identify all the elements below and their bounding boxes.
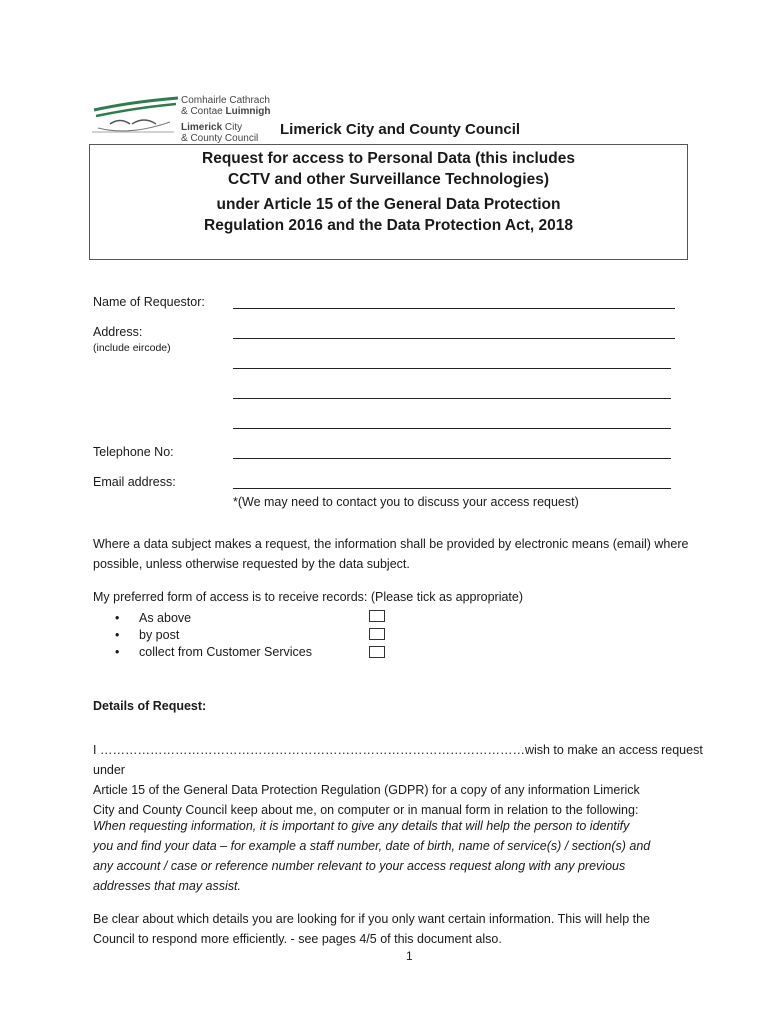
logo-irish-line1: Comhairle Cathrach — [181, 95, 270, 106]
address-hint: (include eircode) — [93, 342, 171, 354]
guidance-line-1: When requesting information, it is important to give any details that will help the person to identify — [93, 819, 630, 833]
bullet-icon: • — [115, 628, 120, 642]
address-field-line-3[interactable] — [233, 398, 671, 399]
request-statement-line-2: Article 15 of the General Data Protection Regulation (GDPR) for a copy of any information Limerick — [93, 783, 640, 797]
address-field-line-2[interactable] — [233, 368, 671, 369]
email-label: Email address: — [93, 475, 176, 489]
address-field-line-4[interactable] — [233, 428, 671, 429]
option-label-by-post: by post — [139, 628, 180, 642]
closing-paragraph — [93, 909, 733, 949]
request-statement — [93, 740, 733, 820]
checkbox-as-above[interactable] — [369, 610, 385, 622]
request-statement-line-3: City and County Council keep about me, on computer or in manual form in relation to the following: — [93, 803, 639, 817]
title-line-4: Regulation 2016 and the Data Protection Act, 2018 — [204, 217, 573, 234]
telephone-field[interactable] — [233, 458, 671, 459]
logo-english-line1: Limerick City — [181, 122, 243, 133]
bullet-icon: • — [115, 611, 120, 625]
title-line-2: CCTV and other Surveillance Technologies) — [228, 171, 549, 188]
closing-line-2: Council to respond more efficiently. - see pages 4/5 of this document also. — [93, 932, 502, 946]
checkbox-collect[interactable] — [369, 646, 385, 658]
title-line-1: Request for access to Personal Data (this includes — [202, 150, 575, 167]
contact-note: *(We may need to contact you to discuss your access request) — [233, 495, 579, 509]
address-field-line-1[interactable] — [233, 338, 675, 339]
option-label-as-above: As above — [139, 611, 192, 625]
guidance-paragraph — [93, 816, 733, 896]
name-label: Name of Requestor: — [93, 295, 205, 309]
logo-english-line2: & County Council — [181, 133, 259, 144]
name-field[interactable] — [233, 308, 675, 309]
address-label: Address: — [93, 325, 143, 339]
request-statement-line-1: I …………………………………………………………………………………………wish to make an access request under — [93, 743, 703, 777]
bullet-icon: • — [115, 645, 120, 659]
council-name: Limerick City and County Council — [280, 121, 521, 138]
page-number: 1 — [406, 949, 413, 963]
email-field[interactable] — [233, 488, 671, 489]
title-line-3: under Article 15 of the General Data Protection — [216, 196, 561, 213]
logo-wordmark — [181, 95, 270, 144]
closing-line-1: Be clear about which details you are looking for if you only want certain information. This will help the — [93, 912, 651, 926]
telephone-label: Telephone No: — [93, 445, 174, 459]
details-heading: Details of Request: — [93, 699, 207, 713]
logo-irish-line2: & Contae Luimnigh — [181, 106, 271, 117]
preferred-access-intro: My preferred form of access is to receive records: (Please tick as appropriate) — [93, 590, 524, 604]
option-label-collect: collect from Customer Services — [139, 645, 312, 659]
checkbox-by-post[interactable] — [369, 628, 385, 640]
guidance-line-3: any account / case or reference number relevant to your access request along with any previous — [93, 859, 626, 873]
electronic-means-note: Where a data subject makes a request, the information shall be provided by electronic means (email) where possible, unless otherwise requested by the data subject. — [93, 537, 689, 571]
guidance-line-2: you and find your data – for example a staff number, date of birth, name of service(s) / section(s) and — [93, 839, 651, 853]
guidance-line-4: addresses that may assist. — [93, 879, 241, 893]
